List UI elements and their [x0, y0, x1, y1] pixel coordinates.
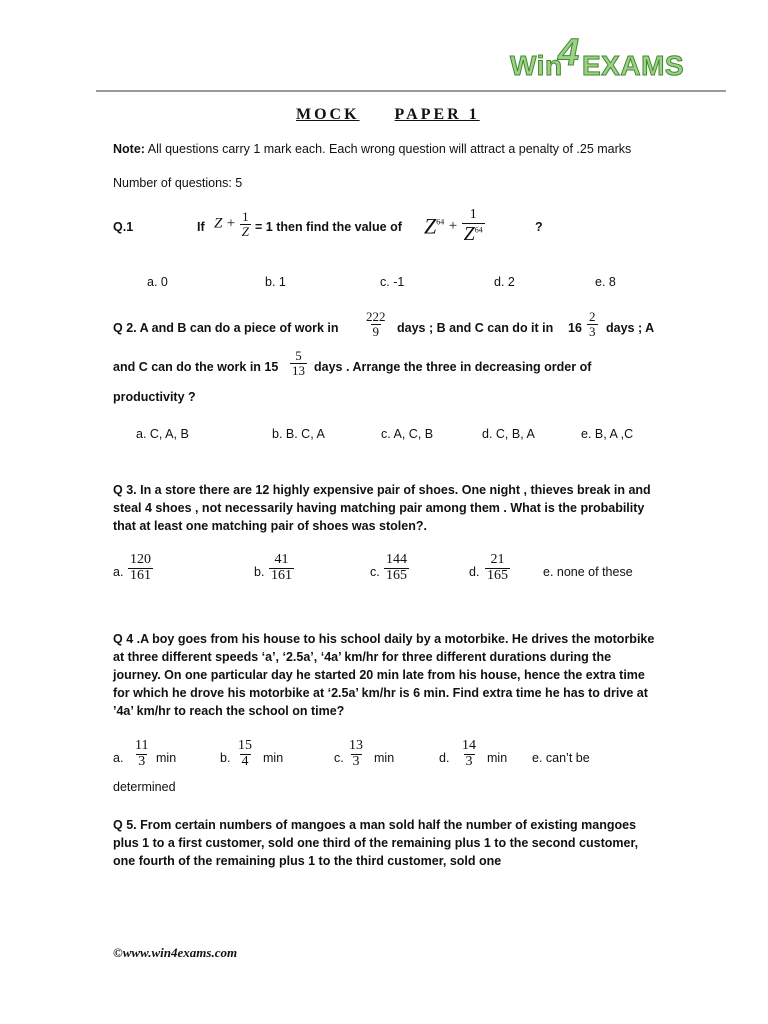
q4-option-e-cont: determined — [113, 780, 176, 794]
q2-line2-a: and C can do the work in 15 — [113, 360, 279, 374]
q2-whole-16: 16 — [568, 321, 582, 335]
q2-line2-b: days . Arrange the three in decreasing order of — [314, 360, 592, 374]
q3-option-b-label: b. — [254, 565, 265, 579]
q1-option-c: c. -1 — [380, 275, 405, 289]
q2-fraction-222-9 — [364, 310, 388, 338]
q2-f2-den: 3 — [589, 323, 596, 339]
q1-frac-den: Z — [241, 223, 249, 239]
q1-question-mark: ? — [535, 220, 543, 234]
note-label: Note: — [113, 142, 145, 156]
q2-f1-num: 222 — [366, 309, 386, 324]
q3-option-c-fraction: $\frac{144}{165}$ — [386, 552, 407, 583]
logo-text-win: Win — [510, 50, 563, 81]
q2-option-a: a. C, A, B — [136, 427, 189, 441]
q2-line3: productivity ? — [113, 390, 196, 404]
q4-option-d-fraction: $\frac{14}{3}$ — [462, 738, 476, 769]
q1-fraction-1-over-z — [240, 210, 251, 238]
q4-option-a-unit: min — [156, 751, 177, 765]
q5-text: Q 5. From certain numbers of mangoes a man sold half the number of existing mangoes plus 1 to a first customer, sold one third of the remaining plus 1 to the second customer, one fourth of the remaining plus 1 to the third customer, sold one — [113, 818, 639, 868]
q4-option-c-unit: min — [374, 751, 395, 765]
q1-mid-text: = 1 then find the value of — [255, 220, 402, 234]
q2-f3-den: 13 — [292, 362, 305, 378]
q2-line1-a: Q 2. A and B can do a piece of work in — [113, 321, 339, 335]
q1-target-power: 64 — [436, 217, 445, 227]
title-word-paper: PAPER 1 — [394, 106, 480, 123]
q4-option-d-label: d. — [439, 751, 450, 765]
q4-option-a-fraction: $\frac{11}{3}$ — [135, 738, 149, 769]
win4exams-logo — [510, 30, 700, 85]
q3-option-a-label: a. — [113, 565, 124, 579]
q4-option-b-label: b. — [220, 751, 231, 765]
q4-option-b-fraction: $\frac{15}{4}$ — [238, 738, 252, 769]
q2-f2-num: 2 — [589, 309, 596, 324]
q4-option-e: e. can’t be — [532, 751, 590, 765]
q3-option-c-label: c. — [370, 565, 380, 579]
q2-option-c: c. A, C, B — [381, 427, 434, 441]
q2-fraction-5-13 — [290, 349, 307, 377]
q1-option-b: b. 1 — [265, 275, 286, 289]
q1-target-plus: + — [448, 217, 458, 234]
q1-option-e: e. 8 — [595, 275, 616, 289]
q3-option-d-label: d. — [469, 565, 480, 579]
number-of-questions: Number of questions: 5 — [113, 176, 243, 190]
note-line — [113, 142, 631, 156]
q1-target-expression — [424, 208, 485, 245]
q2-f1-den: 9 — [372, 323, 379, 339]
q1-if: If — [197, 220, 205, 234]
logo-digit: 4 — [558, 32, 580, 74]
q4-option-d-unit: min — [487, 751, 508, 765]
q1-target-frac-num: 1 — [469, 207, 477, 222]
q3-option-d-fraction: $\frac{21}{165}$ — [487, 552, 508, 583]
q1-fraction-1-over-z64 — [462, 208, 485, 245]
q4-text: Q 4 .A boy goes from his house to his school daily by a motorbike. He drives the motorbike at three different speeds ‘a’, ‘2.5a’, ‘4a’ km/hr for three different durations during the journey. On one particular day he started 20 min late from his house, hence the extra time for which he drove his motorbike at ‘2.5a’ km/hr is 6 min. Find extra time he has to drive at ’4a’ km/hr to reach the school on time? — [113, 632, 655, 718]
q1-var-z: Z — [214, 215, 223, 232]
q2-f3-num: 5 — [295, 348, 302, 363]
q4-option-c-fraction: $\frac{13}{3}$ — [349, 738, 363, 769]
q4-option-b-unit: min — [263, 751, 284, 765]
logo-text-exams: EXAMS — [582, 50, 685, 81]
q1-target-frac-den: $Z^{64}$ — [463, 222, 483, 245]
q2-option-d: d. C, B, A — [482, 427, 535, 441]
q1-frac-num: 1 — [242, 209, 249, 224]
q1-plus: + — [226, 215, 236, 232]
q1-option-d: d. 2 — [494, 275, 515, 289]
header-rule — [96, 90, 726, 92]
title-word-mock: MOCK — [296, 106, 360, 123]
q3-option-b-fraction: $\frac{41}{161}$ — [271, 552, 292, 583]
q1-expression — [214, 210, 251, 238]
q3-option-e: e. none of these — [543, 565, 633, 579]
q1-target-z: Z — [424, 213, 437, 239]
q4-option-c-label: c. — [334, 751, 344, 765]
q2-line1-c: days ; A — [606, 321, 655, 335]
q2-option-b: b. B. C, A — [272, 427, 325, 441]
q1-option-a: a. 0 — [147, 275, 168, 289]
q2-option-e: e. B, A ,C — [581, 427, 634, 441]
q4-option-a-label: a. — [113, 751, 124, 765]
q1-label: Q.1 — [113, 220, 134, 234]
note-text: All questions carry 1 mark each. Each wrong question will attract a penalty of .25 marks — [144, 142, 632, 156]
q3-option-a-fraction: $\frac{120}{161}$ — [130, 552, 151, 583]
q3-text: Q 3. In a store there are 12 highly expensive pair of shoes. One night , thieves break in and steal 4 shoes , not necessarily having matching pair among them . What is the probability that at least one matching pair of shoes was stolen?. — [113, 483, 651, 533]
q2-fraction-2-3 — [587, 310, 598, 338]
footer-copyright: ©www.win4exams.com — [113, 945, 238, 960]
page-title — [296, 106, 480, 124]
q2-line1-b: days ; B and C can do it in — [397, 321, 554, 335]
